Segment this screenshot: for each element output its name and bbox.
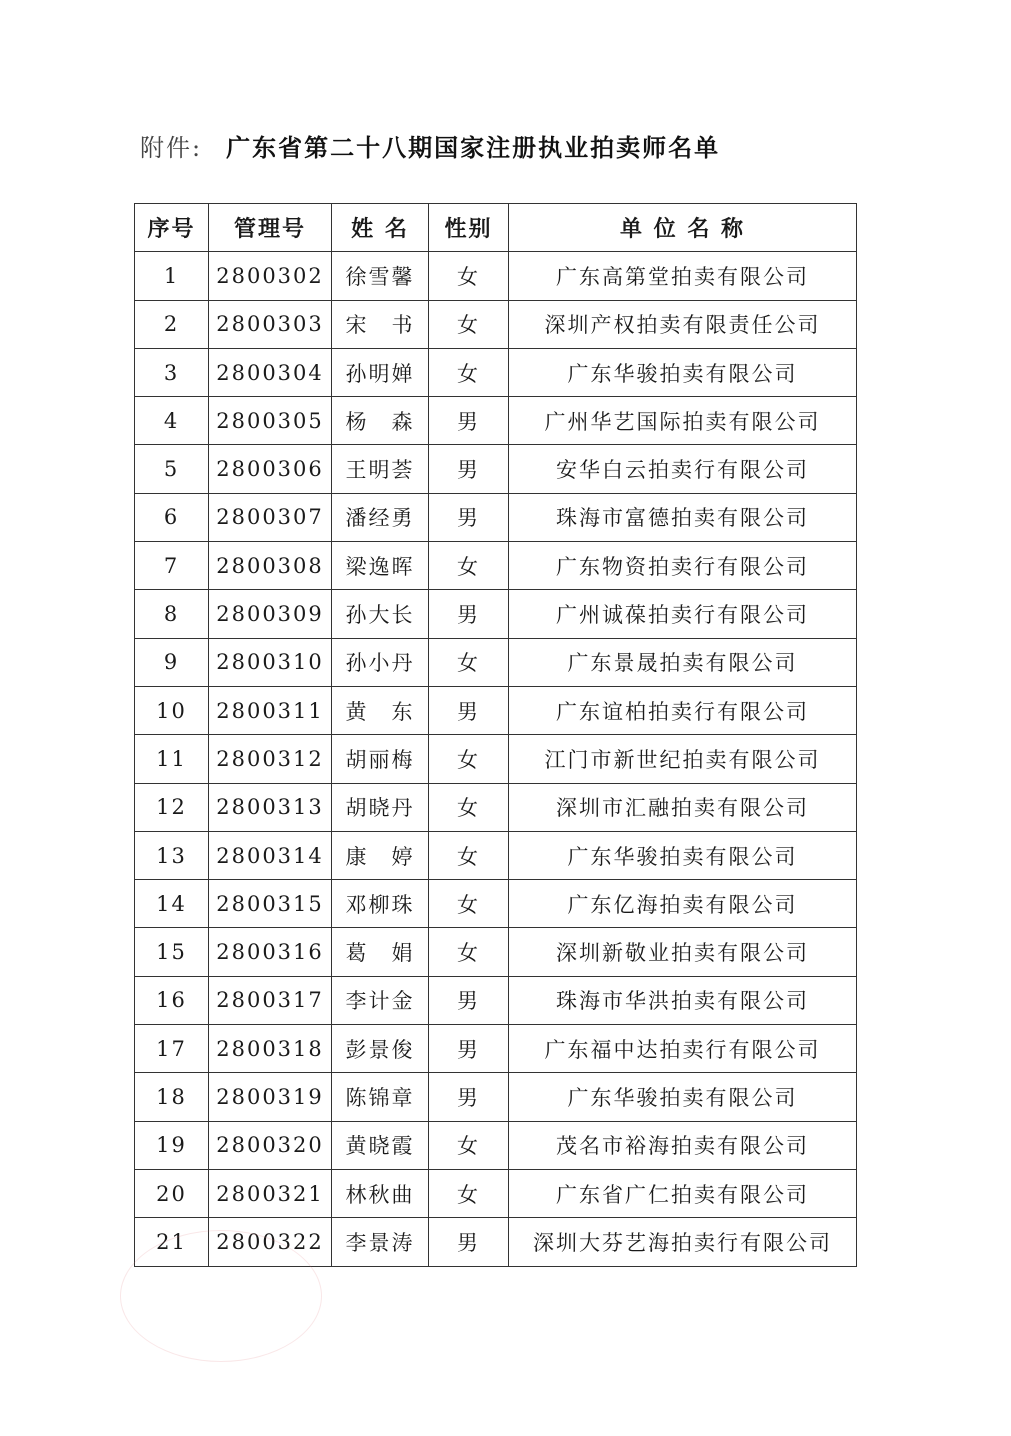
cell-name: 彭景俊 — [332, 1025, 429, 1073]
cell-unit: 广东华骏拍卖有限公司 — [509, 831, 857, 879]
table-row — [135, 1073, 857, 1121]
cell-code: 2800322 — [209, 1218, 332, 1266]
cell-code: 2800316 — [209, 928, 332, 976]
cell-seq: 14 — [135, 880, 209, 928]
cell-name: 宋 书 — [332, 300, 429, 348]
header-unit: 单 位 名 称 — [509, 204, 857, 252]
cell-code: 2800308 — [209, 542, 332, 590]
cell-seq: 17 — [135, 1025, 209, 1073]
cell-gender: 女 — [429, 348, 509, 396]
table-row — [135, 1121, 857, 1169]
cell-seq: 2 — [135, 300, 209, 348]
table-row — [135, 735, 857, 783]
cell-unit: 广东亿海拍卖有限公司 — [509, 880, 857, 928]
attachment-label: 附件: — [140, 134, 203, 162]
table-row — [135, 590, 857, 638]
cell-name: 林秋曲 — [332, 1169, 429, 1217]
table-row — [135, 1025, 857, 1073]
table-row — [135, 976, 857, 1024]
cell-gender: 男 — [429, 1025, 509, 1073]
cell-name: 邓柳珠 — [332, 880, 429, 928]
cell-code: 2800306 — [209, 445, 332, 493]
cell-code: 2800313 — [209, 783, 332, 831]
cell-name: 康 婷 — [332, 831, 429, 879]
table-row — [135, 831, 857, 879]
header-name: 姓 名 — [332, 204, 429, 252]
cell-name: 孙明婵 — [332, 348, 429, 396]
cell-seq: 7 — [135, 542, 209, 590]
cell-code: 2800315 — [209, 880, 332, 928]
cell-unit: 广东华骏拍卖有限公司 — [509, 348, 857, 396]
cell-seq: 18 — [135, 1073, 209, 1121]
cell-unit: 珠海市华洪拍卖有限公司 — [509, 976, 857, 1024]
cell-seq: 3 — [135, 348, 209, 396]
cell-code: 2800302 — [209, 252, 332, 300]
auctioneer-table — [134, 203, 857, 1267]
table-header-row — [135, 204, 857, 252]
cell-seq: 4 — [135, 397, 209, 445]
table-row — [135, 783, 857, 831]
cell-seq: 6 — [135, 493, 209, 541]
cell-name: 陈锦章 — [332, 1073, 429, 1121]
cell-unit: 广东福中达拍卖行有限公司 — [509, 1025, 857, 1073]
cell-name: 李计金 — [332, 976, 429, 1024]
cell-unit: 深圳市汇融拍卖有限公司 — [509, 783, 857, 831]
cell-code: 2800321 — [209, 1169, 332, 1217]
cell-seq: 10 — [135, 686, 209, 734]
cell-seq: 8 — [135, 590, 209, 638]
cell-unit: 广东华骏拍卖有限公司 — [509, 1073, 857, 1121]
cell-gender: 女 — [429, 831, 509, 879]
cell-code: 2800312 — [209, 735, 332, 783]
cell-name: 孙大长 — [332, 590, 429, 638]
table-row — [135, 493, 857, 541]
cell-seq: 9 — [135, 638, 209, 686]
cell-code: 2800320 — [209, 1121, 332, 1169]
page-title: 广东省第二十八期国家注册执业拍卖师名单 — [226, 133, 721, 162]
header-gender: 性别 — [429, 204, 509, 252]
cell-code: 2800309 — [209, 590, 332, 638]
cell-unit: 珠海市富德拍卖有限公司 — [509, 493, 857, 541]
cell-gender: 女 — [429, 252, 509, 300]
cell-gender: 男 — [429, 445, 509, 493]
cell-name: 葛 娟 — [332, 928, 429, 976]
table-row — [135, 686, 857, 734]
cell-unit: 安华白云拍卖行有限公司 — [509, 445, 857, 493]
table-row — [135, 300, 857, 348]
cell-unit: 江门市新世纪拍卖有限公司 — [509, 735, 857, 783]
cell-code: 2800319 — [209, 1073, 332, 1121]
cell-gender: 男 — [429, 1218, 509, 1266]
cell-unit: 广州诚葆拍卖行有限公司 — [509, 590, 857, 638]
cell-unit: 广东景晟拍卖有限公司 — [509, 638, 857, 686]
cell-gender: 女 — [429, 783, 509, 831]
table-row — [135, 880, 857, 928]
cell-unit: 广东高第堂拍卖有限公司 — [509, 252, 857, 300]
table-row — [135, 252, 857, 300]
cell-gender: 男 — [429, 590, 509, 638]
cell-name: 潘经勇 — [332, 493, 429, 541]
table-row — [135, 397, 857, 445]
cell-seq: 19 — [135, 1121, 209, 1169]
cell-code: 2800310 — [209, 638, 332, 686]
cell-name: 李景涛 — [332, 1218, 429, 1266]
cell-code: 2800311 — [209, 686, 332, 734]
faint-seal-mark — [120, 1230, 322, 1362]
cell-gender: 男 — [429, 976, 509, 1024]
cell-seq: 15 — [135, 928, 209, 976]
cell-name: 王明荟 — [332, 445, 429, 493]
cell-name: 胡晓丹 — [332, 783, 429, 831]
cell-seq: 21 — [135, 1218, 209, 1266]
cell-seq: 20 — [135, 1169, 209, 1217]
document-header — [140, 128, 860, 163]
cell-code: 2800304 — [209, 348, 332, 396]
cell-name: 梁逸晖 — [332, 542, 429, 590]
cell-name: 黄晓霞 — [332, 1121, 429, 1169]
cell-name: 杨 森 — [332, 397, 429, 445]
cell-seq: 11 — [135, 735, 209, 783]
cell-gender: 女 — [429, 300, 509, 348]
cell-unit: 广东谊柏拍卖行有限公司 — [509, 686, 857, 734]
cell-name: 徐雪馨 — [332, 252, 429, 300]
cell-code: 2800305 — [209, 397, 332, 445]
table-row — [135, 928, 857, 976]
table-row — [135, 638, 857, 686]
cell-seq: 5 — [135, 445, 209, 493]
cell-code: 2800314 — [209, 831, 332, 879]
cell-name: 孙小丹 — [332, 638, 429, 686]
cell-unit: 深圳新敬业拍卖有限公司 — [509, 928, 857, 976]
cell-gender: 男 — [429, 397, 509, 445]
cell-code: 2800317 — [209, 976, 332, 1024]
cell-unit: 广东省广仁拍卖有限公司 — [509, 1169, 857, 1217]
cell-gender: 女 — [429, 1121, 509, 1169]
cell-unit: 广东物资拍卖行有限公司 — [509, 542, 857, 590]
table-row — [135, 542, 857, 590]
cell-seq: 1 — [135, 252, 209, 300]
cell-gender: 女 — [429, 638, 509, 686]
cell-unit: 茂名市裕海拍卖有限公司 — [509, 1121, 857, 1169]
cell-code: 2800303 — [209, 300, 332, 348]
header-code: 管理号 — [209, 204, 332, 252]
cell-gender: 男 — [429, 1073, 509, 1121]
cell-gender: 女 — [429, 928, 509, 976]
cell-unit: 深圳产权拍卖有限责任公司 — [509, 300, 857, 348]
cell-unit: 广州华艺国际拍卖有限公司 — [509, 397, 857, 445]
cell-gender: 女 — [429, 1169, 509, 1217]
cell-gender: 女 — [429, 735, 509, 783]
cell-name: 黄 东 — [332, 686, 429, 734]
table-row — [135, 445, 857, 493]
cell-gender: 男 — [429, 686, 509, 734]
cell-code: 2800318 — [209, 1025, 332, 1073]
cell-gender: 女 — [429, 542, 509, 590]
cell-seq: 12 — [135, 783, 209, 831]
header-seq: 序号 — [135, 204, 209, 252]
cell-name: 胡丽梅 — [332, 735, 429, 783]
cell-gender: 女 — [429, 880, 509, 928]
cell-unit: 深圳大芬艺海拍卖行有限公司 — [509, 1218, 857, 1266]
cell-code: 2800307 — [209, 493, 332, 541]
table-row — [135, 348, 857, 396]
cell-seq: 16 — [135, 976, 209, 1024]
table-row — [135, 1169, 857, 1217]
cell-gender: 男 — [429, 493, 509, 541]
cell-seq: 13 — [135, 831, 209, 879]
